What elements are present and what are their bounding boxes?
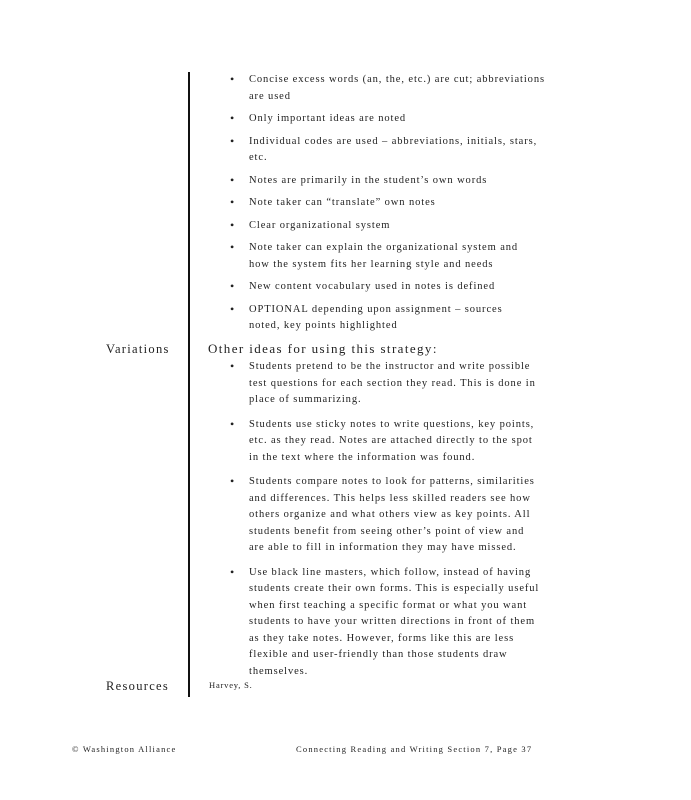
- footer-page-info: Connecting Reading and Writing Section 7, Page 37: [296, 744, 533, 754]
- list-item: [189, 134, 557, 167]
- bullet-icon: •: [230, 474, 235, 488]
- criteria-bullet-list: [189, 72, 557, 341]
- bullet-icon: •: [230, 111, 235, 125]
- bullet-icon: •: [230, 217, 235, 232]
- bullet-text: New content vocabulary used in notes is defined: [249, 281, 496, 292]
- bullet-text: Individual codes are used – abbreviations, initials, stars, etc.: [249, 135, 538, 163]
- bullet-icon: •: [230, 416, 235, 431]
- bullet-text: Clear organizational system: [249, 219, 391, 231]
- bullet-icon: •: [230, 240, 235, 254]
- bullet-icon: •: [230, 301, 235, 316]
- variations-bullet-list: [189, 359, 557, 688]
- bullet-text: Students use sticky notes to write questions, key points, etc. as they read. Notes are attached directly to the spot in the text where the information was found.: [249, 418, 535, 463]
- variations-heading: Other ideas for using this strategy:: [208, 341, 438, 356]
- resources-citation: Harvey, S.: [209, 680, 253, 690]
- list-item: [189, 72, 557, 105]
- resources-label: Resources: [106, 679, 170, 693]
- footer-copyright: © Washington Alliance: [72, 744, 177, 754]
- bullet-icon: •: [230, 172, 235, 187]
- bullet-text: Concise excess words (an, the, etc.) are cut; abbreviations are used: [249, 74, 545, 102]
- list-item: [189, 565, 557, 681]
- list-item: [189, 173, 557, 190]
- list-item: [189, 240, 557, 273]
- bullet-icon: •: [230, 72, 235, 86]
- bullet-icon: •: [230, 195, 235, 209]
- list-item: [189, 359, 557, 409]
- list-item: [189, 417, 557, 467]
- bullet-text: Notes are primarily in the student’s own words: [249, 174, 488, 186]
- bullet-text: OPTIONAL depending upon assignment – sources noted, key points highlighted: [249, 303, 503, 331]
- bullet-text: Students compare notes to look for patterns, similarities and differences. This helps less skilled readers see how others organize and what others view as key points. All students benefit from seeing other’s point of view and are able to fill in information they may have missed.: [249, 476, 535, 553]
- list-item: [189, 111, 557, 128]
- list-item: [189, 474, 557, 557]
- bullet-icon: •: [230, 564, 235, 579]
- bullet-icon: •: [230, 279, 235, 293]
- list-item: [189, 279, 557, 296]
- bullet-icon: •: [230, 359, 235, 373]
- bullet-text: Only important ideas are noted: [249, 113, 407, 124]
- bullet-text: Students pretend to be the instructor and write possible test questions for each section they read. This is done in place of summarizing.: [249, 361, 536, 405]
- list-item: [189, 195, 557, 212]
- bullet-text: Use black line masters, which follow, instead of having students create their own forms. This is especially useful when first teaching a specific format or what you want students to have your written directions in front of them as they take notes. However, forms like this are less flexible and user-friendly than those students draw themselves.: [249, 566, 540, 677]
- bullet-text: Note taker can explain the organizational system and how the system fits her learning style and needs: [249, 242, 519, 270]
- list-item: [189, 218, 557, 235]
- list-item: [189, 302, 557, 335]
- bullet-icon: •: [230, 133, 235, 148]
- variations-label: Variations: [106, 342, 170, 356]
- bullet-text: Note taker can “translate” own notes: [249, 197, 436, 208]
